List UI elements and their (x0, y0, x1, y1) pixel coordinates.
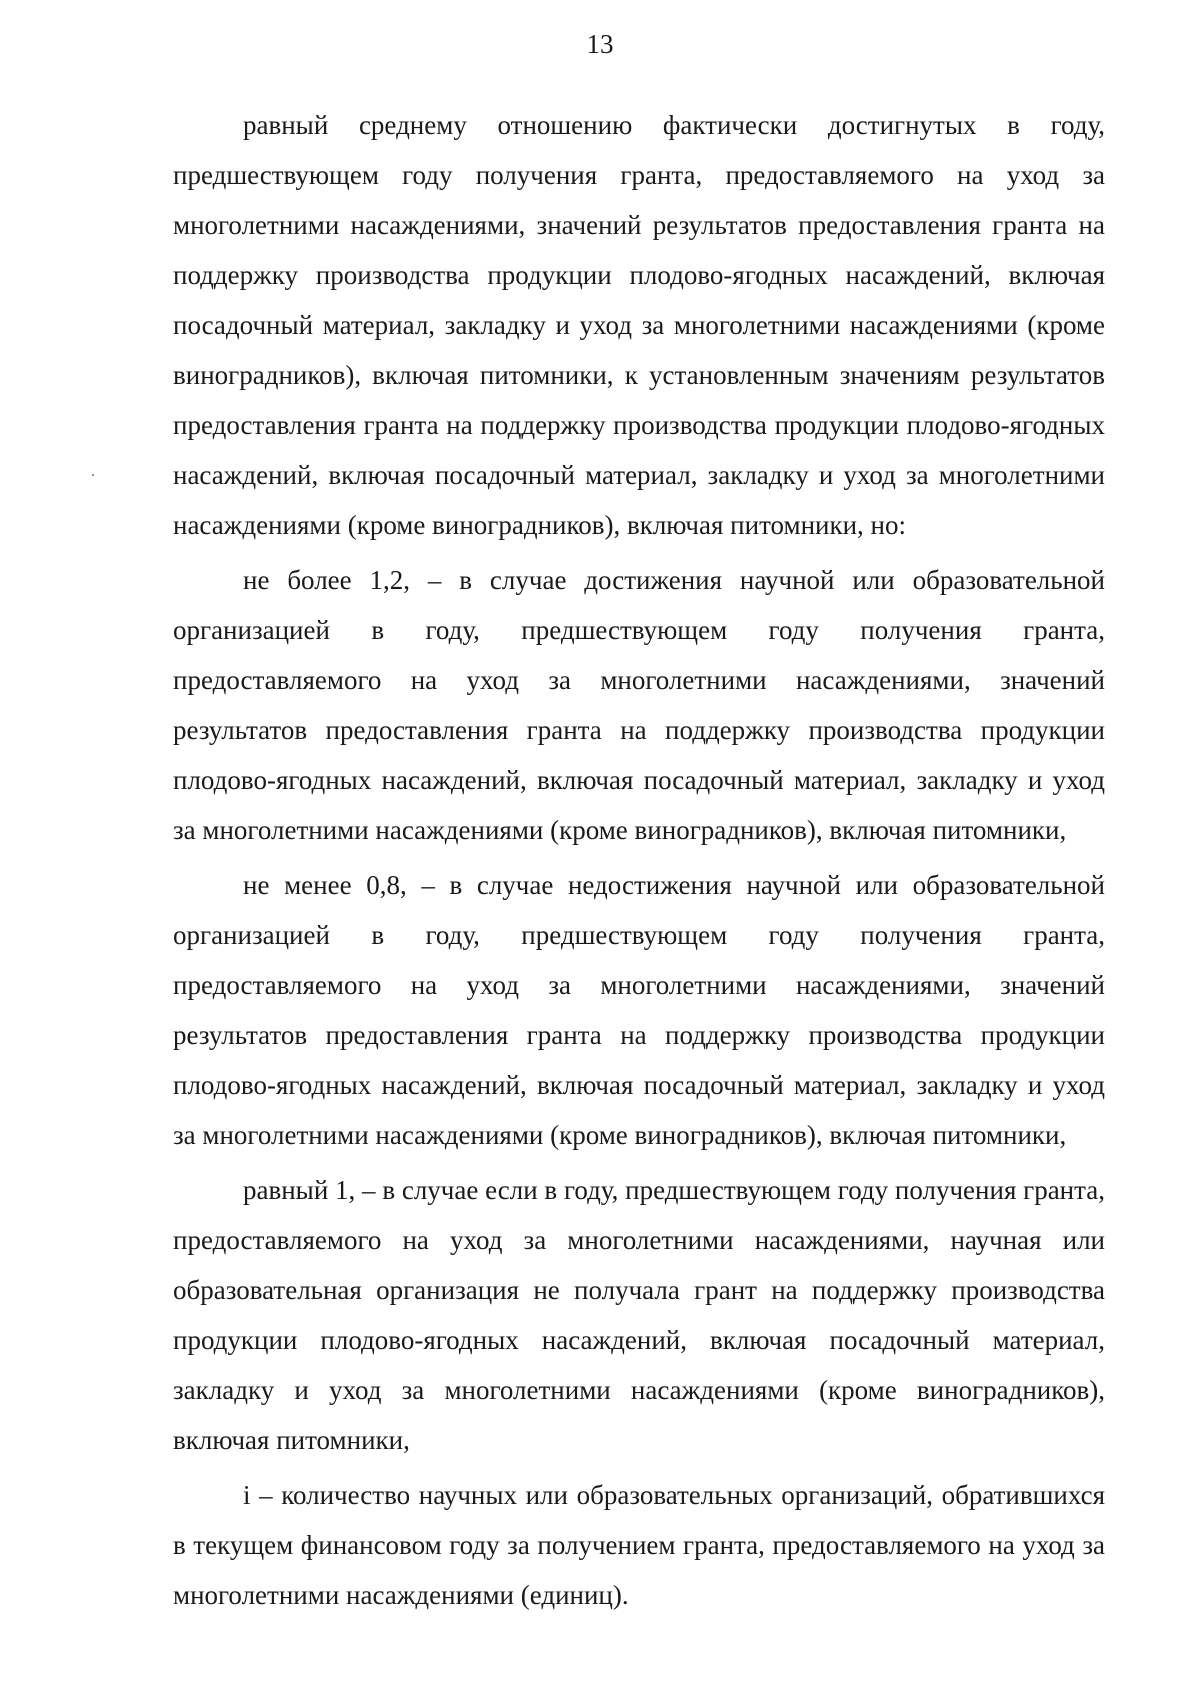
paragraph-continuation: равный среднему отношению фактически достигнутых в году, предшествующем году получения гранта, предоставляемого на уход за многолетними насаждениями, значений результатов предоставления гранта на поддержку производства продукции плодово-ягодных насаждений, включая посадочный материал, закладку и уход за многолетними насаждениями (кроме виноградников), включая питомники, к установленным значениям результатов предоставления гранта на поддержку производства продукции плодово-ягодных насаждений, включая посадочный материал, закладку и уход за многолетними насаждениями (кроме виноградников), включая питомники, но: (173, 110, 1105, 540)
page-number: 13 (586, 29, 614, 59)
paragraph-not-less-than: не менее 0,8, – в случае недостижения научной или образовательной организацией в году, предшествующем году получения гранта, предоставляемого на уход за многолетними насаждениями, значений результатов предоставления гранта на поддержку производства продукции плодово-ягодных насаждений, включая посадочный материал, закладку и уход за многолетними насаждениями (кроме виноградников), включая питомники, (173, 870, 1105, 1150)
document-body (173, 100, 1105, 1620)
scan-speck (92, 474, 94, 476)
paragraph-definition-i: i – количество научных или образовательных организаций, обратившихся в текущем финансовом году за получением гранта, предоставляемого на уход за многолетними насаждениями (единиц). (173, 1480, 1105, 1610)
paragraph-not-more-than: не более 1,2, – в случае достижения научной или образовательной организацией в году, предшествующем году получения гранта, предоставляемого на уход за многолетними насаждениями, значений результатов предоставления гранта на поддержку производства продукции плодово-ягодных насаждений, включая посадочный материал, закладку и уход за многолетними насаждениями (кроме виноградников), включая питомники, (173, 565, 1105, 845)
paragraph-equal-one: равный 1, – в случае если в году, предшествующем году получения гранта, предоставляемого на уход за многолетними насаждениями, научная или образовательная организация не получала грант на поддержку производства продукции плодово-ягодных насаждений, включая посадочный материал, закладку и уход за многолетними насаждениями (кроме виноградников), включая питомники, (173, 1175, 1105, 1455)
